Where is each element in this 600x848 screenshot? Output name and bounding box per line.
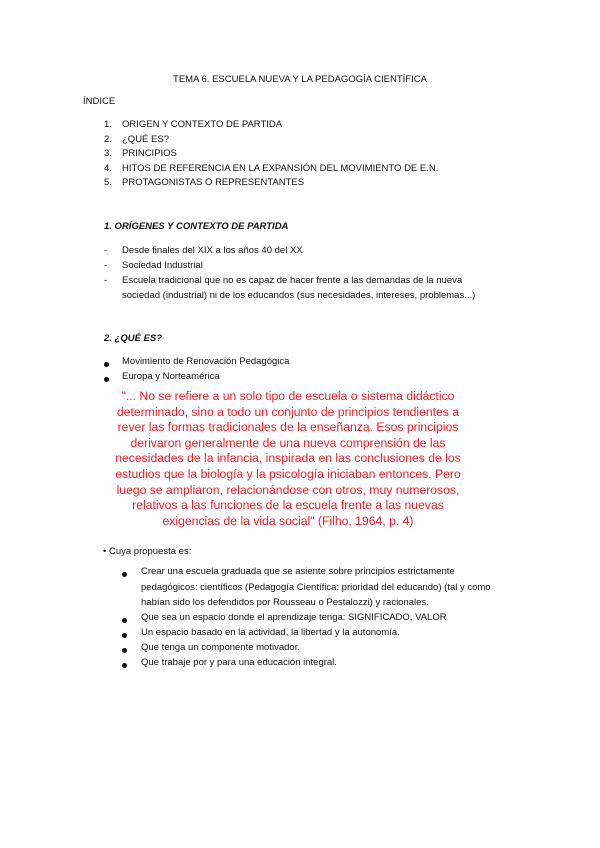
item-text: Crear una escuela graduada que se asiente sobre principios estrictamente	[141, 566, 455, 577]
proposal-item	[122, 642, 300, 653]
index-label: PROTAGONISTAS O REPRESENTANTES	[122, 177, 305, 188]
bullet-icon	[122, 572, 127, 577]
bullet-icon	[122, 648, 127, 653]
proposal-item	[122, 627, 400, 638]
bullet-icon	[122, 618, 127, 623]
item-text: Escuela tradicional que no es capaz de hacer frente a las demandas de la nueva	[122, 275, 463, 286]
item-text: Que trabaje por y para una educación integral.	[141, 657, 337, 668]
proposal-item	[122, 657, 337, 668]
index-item	[104, 119, 282, 130]
item-text: Que sea un espacio donde el aprendizaje tenga: SIGNIFICADO, VALOR	[141, 612, 447, 623]
index-number: 1.	[104, 119, 112, 130]
list-item: - Desde finales del XIX a los años 40 del XX	[104, 245, 303, 256]
bullet-item	[104, 356, 289, 367]
index-label: ORIGEN Y CONTEXTO DE PARTIDA	[122, 119, 283, 130]
index-label: ¿QUÉ ES?	[122, 134, 169, 145]
index-item	[104, 163, 438, 174]
list-item: - Escuela tradicional que no es capaz de hacer frente a las demandas de la nueva	[104, 275, 463, 286]
section2-heading: 2. ¿QUÉ ES?	[104, 333, 163, 344]
proposal-item	[122, 612, 447, 623]
index-item	[104, 148, 177, 159]
document-title: TEMA 6. ESCUELA NUEVA Y LA PEDAGOGÍA CIENTÍFICA	[173, 74, 427, 85]
item-text: Un espacio basado en la actividad, la libertad y la autonomía.	[141, 627, 400, 638]
item-text: Que tenga un componente motivador.	[141, 642, 300, 653]
item-text: Europa y Norteamérica	[122, 371, 220, 382]
index-number: 3.	[104, 148, 112, 159]
proposal-intro: • Cuya propuesta es:	[103, 546, 192, 557]
bullet-item	[104, 371, 220, 382]
item-text: Movimiento de Renovación Pedagógica	[122, 356, 290, 367]
index-number: 4.	[104, 163, 112, 174]
bullet-icon	[104, 362, 109, 367]
item-text: Desde finales del XIX a los años 40 del XX	[122, 245, 303, 256]
quote-block: "... No se refiere a un solo tipo de escuela o sistema didáctico determinado, sino a todo un conjunto de principios tendientes a rever las formas tradicionales de la enseñanza. Esos principios derivaron generalmente de una nueva comprensión de las necesidades de la infancia, inspirada en las conclusiones de los estudios que la biología y la psicología iniciaban entonces. Pero luego se ampliaron, relacionándose con otros, muy numerosos, relativos a las funciones de la escuela frente a las nuevas exigencias de la vida social" (Filho, 1964, p. 4)	[115, 389, 461, 528]
bullet-icon	[122, 633, 127, 638]
index-heading: ÍNDICE	[83, 96, 116, 107]
bullet-icon	[104, 377, 109, 382]
index-number: 2.	[104, 134, 112, 145]
list-item-continuation: sociedad (industrial) ni de los educandos (sus necesidades, intereses, problemas...)	[122, 290, 476, 301]
proposal-continuation: pedagógicos: científicos (Pedagogía Científica: prioridad del educando) (tal y como	[141, 582, 491, 593]
proposal-continuation: habían sido los defendidos por Rousseau o Pestalozzi) y racionales.	[141, 597, 429, 608]
bullet-icon	[122, 663, 127, 668]
index-item	[104, 177, 304, 188]
index-number: 5.	[104, 177, 112, 188]
list-item: - Sociedad Industrial	[104, 260, 203, 271]
index-label: HITOS DE REFERENCIA EN LA EXPANSIÓN DEL MOVIMIENTO DE E.N.	[122, 163, 439, 174]
item-text: Sociedad Industrial	[122, 260, 203, 271]
proposal-item	[122, 566, 455, 577]
index-label: PRINCIPIOS	[122, 148, 177, 159]
section1-heading: 1. ORÍGENES Y CONTEXTO DE PARTIDA	[104, 221, 289, 232]
index-item	[104, 134, 169, 145]
